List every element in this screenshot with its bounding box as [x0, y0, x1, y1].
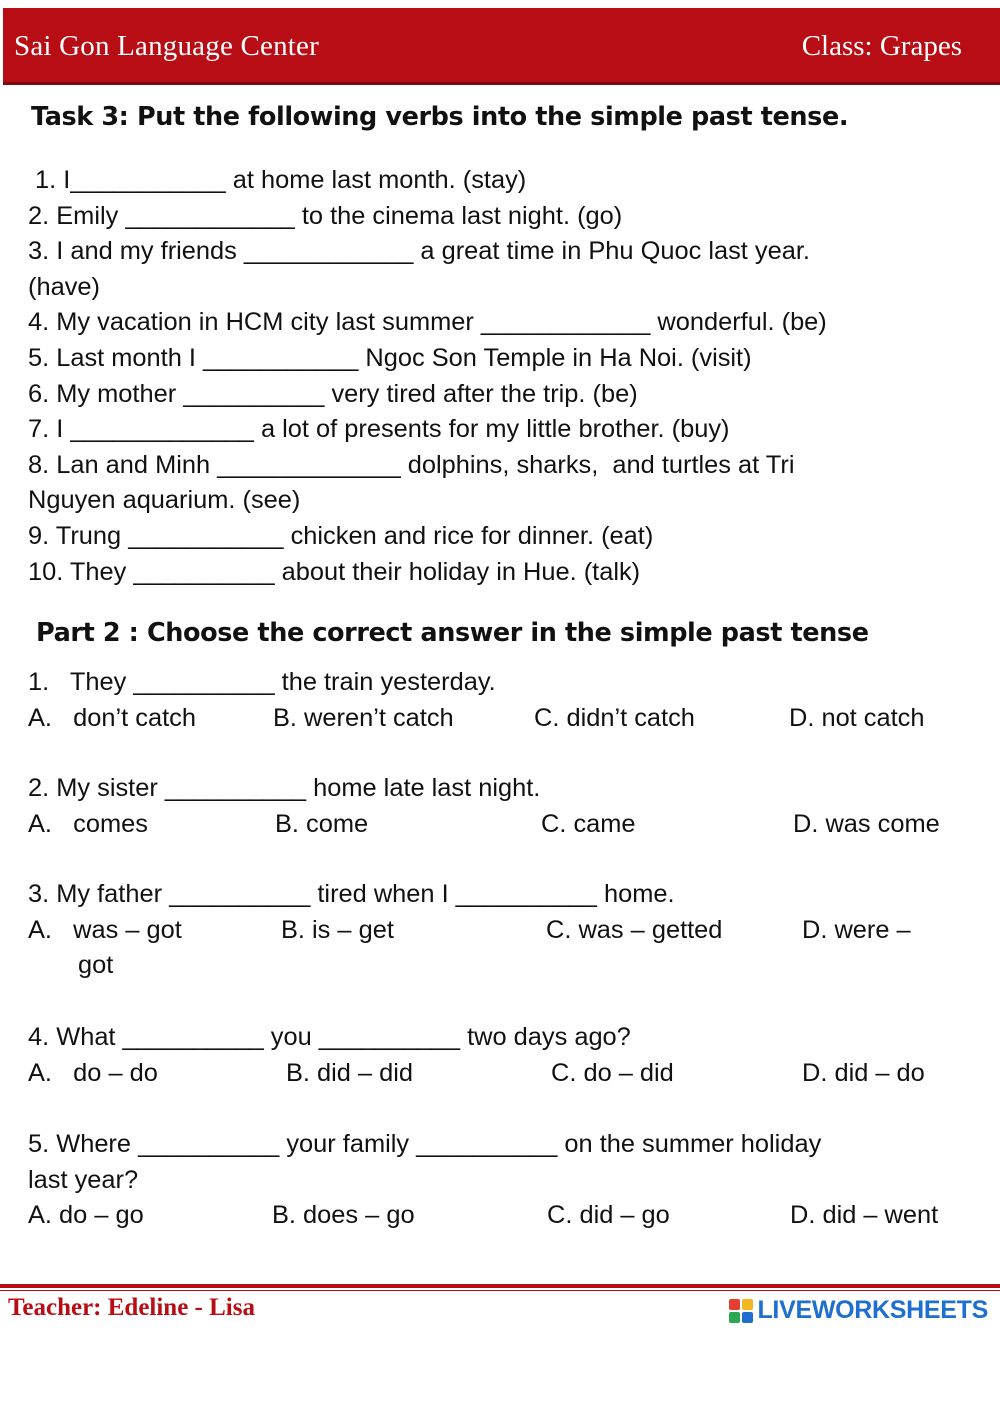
options-row	[28, 701, 973, 737]
option-b[interactable]: B. is – get	[281, 915, 394, 944]
option-a[interactable]: A. do – go	[28, 1201, 144, 1230]
task3-line: 6. My mother __________ very tired after the trip. (be)	[28, 379, 638, 408]
part2-q2	[28, 771, 973, 842]
option-b[interactable]: B. come	[275, 809, 369, 838]
option-a[interactable]: A. was – got	[28, 915, 182, 944]
option-c[interactable]: C. didn’t catch	[534, 703, 695, 732]
part2-heading: Part 2 : Choose the correct answer in the simple past tense	[36, 618, 869, 648]
option-a[interactable]: A. comes	[28, 809, 148, 838]
options-row-continued	[28, 948, 973, 984]
option-c[interactable]: C. came	[541, 809, 636, 838]
part2-q1	[28, 665, 973, 736]
option-c[interactable]: C. did – go	[547, 1201, 670, 1230]
option-c[interactable]: C. do – did	[551, 1058, 674, 1087]
task3-line: 4. My vacation in HCM city last summer ____________ wonderful. (be)	[28, 308, 827, 337]
option-d[interactable]: D. did – do	[802, 1058, 925, 1087]
task3-line: 9. Trung ___________ chicken and rice for dinner. (eat)	[28, 521, 654, 550]
option-c[interactable]: C. was – getted	[546, 915, 723, 944]
liveworksheets-wordmark: LIVEWORKSHEETS	[757, 1296, 988, 1324]
task3-line: 10. They __________ about their holiday in Hue. (talk)	[28, 557, 641, 586]
option-a[interactable]: A. do – do	[28, 1058, 158, 1087]
options-row	[28, 807, 973, 843]
question-text: 1. They __________ the train yesterday.	[28, 668, 496, 696]
header	[0, 0, 1000, 90]
task3-list	[28, 163, 973, 590]
footer-divider-thin	[0, 1290, 1000, 1291]
option-d[interactable]: D. not catch	[789, 703, 925, 732]
task3-line: 1. I___________ at home last month. (stay)	[28, 166, 527, 194]
school-name: Sai Gon Language Center	[14, 30, 319, 62]
liveworksheets-icon	[729, 1299, 753, 1323]
task3-line: 3. I and my friends ____________ a great time in Phu Quoc last year.	[28, 237, 810, 266]
question-text: 3. My father __________ tired when I __________ home.	[28, 880, 675, 908]
question-text: 2. My sister __________ home late last night.	[28, 774, 541, 802]
task3-line: Nguyen aquarium. (see)	[28, 486, 301, 515]
class-label: Class: Grapes	[801, 30, 962, 62]
task3-line: 2. Emily ____________ to the cinema last night. (go)	[28, 201, 623, 230]
part2-q5	[28, 1127, 973, 1234]
option-d[interactable]: D. was come	[793, 809, 940, 838]
option-d-continued: got	[78, 951, 114, 980]
question-text: 5. Where __________ your family __________ on the summer holiday	[28, 1130, 822, 1158]
option-a[interactable]: A. don’t catch	[28, 703, 196, 732]
task3-heading: Task 3: Put the following verbs into the simple past tense.	[31, 102, 849, 132]
liveworksheets-logo[interactable]	[729, 1296, 988, 1325]
task3-line: (have)	[28, 272, 100, 301]
option-b[interactable]: B. does – go	[272, 1201, 415, 1230]
task3-line: 5. Last month I ___________ Ngoc Son Temple in Ha Noi. (visit)	[28, 343, 752, 372]
footer-divider	[0, 1284, 1000, 1288]
option-d[interactable]: D. were –	[802, 915, 911, 944]
options-row	[28, 913, 973, 949]
option-b[interactable]: B. did – did	[286, 1058, 414, 1087]
question-text: 4. What __________ you __________ two days ago?	[28, 1023, 631, 1051]
task3-line: 7. I _____________ a lot of presents for my little brother. (buy)	[28, 415, 730, 444]
task3-line: 8. Lan and Minh _____________ dolphins, sharks, and turtles at Tri	[28, 450, 795, 479]
teacher-name: Teacher: Edeline - Lisa	[8, 1294, 255, 1321]
option-d[interactable]: D. did – went	[790, 1201, 939, 1230]
part2-q4	[28, 1020, 973, 1091]
options-row	[28, 1198, 973, 1234]
part2-q3	[28, 877, 973, 984]
option-b[interactable]: B. weren’t catch	[273, 703, 454, 732]
question-text-continued: last year?	[28, 1165, 139, 1194]
options-row	[28, 1056, 973, 1092]
